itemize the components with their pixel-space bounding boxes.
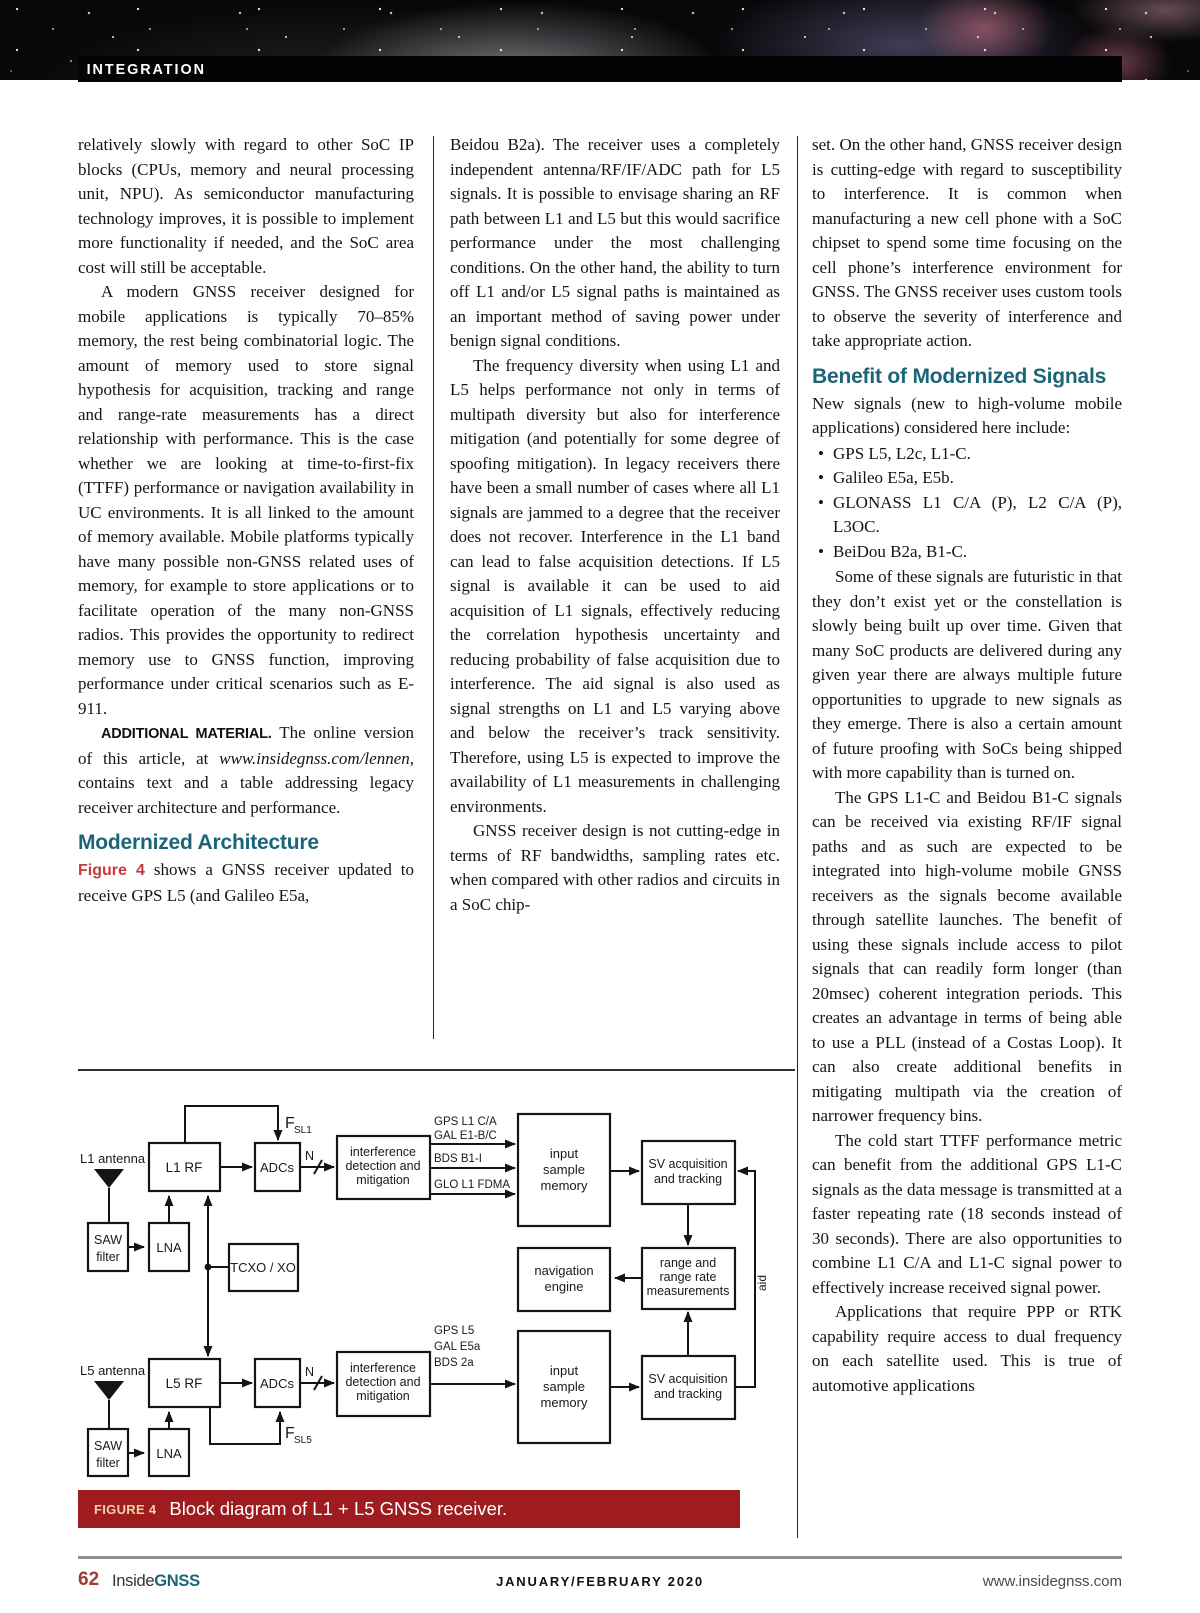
paragraph: Some of these signals are futuristic in that they don’t exist yet or the constellation is slowly being built up over time. Given that many SoC products are delivered during any given year there are always multiple future opportunities to upgrade to new signals as they emerge. There is also a certain amount of future proofing with SoCs being shipped with more capability than is turned on. <box>812 567 1122 782</box>
svg-text:engine: engine <box>544 1279 584 1294</box>
paragraph: set. On the other hand, GNSS receiver design is cutting-edge with regard to susceptibility to interference. It is common when manufacturing a new cell phone with a SoC chipset to spend some time focusing on the cell phone’s interference environment for GNSS. The GNSS receiver uses custom tools to observe the severity of interference and take appropriate action. <box>812 135 1122 350</box>
paragraph: relatively slowly with regard to other SoC IP blocks (CPUs, memory and neural processing unit, NPU). As semiconductor manufacturing technology improves, it is possible to implement more functionality if needed, and the SoC area cost will still be acceptable. <box>78 135 414 277</box>
svg-text:GAL E5a: GAL E5a <box>434 1341 481 1353</box>
additional-material-label: ADDITIONAL MATERIAL. <box>100 726 272 742</box>
logo-inside-text: Inside <box>112 1572 155 1590</box>
svg-text:L5 RF: L5 RF <box>165 1376 203 1391</box>
svg-text:GPS L1 C/A: GPS L1 C/A <box>434 1116 497 1128</box>
interference-block-l1 <box>337 1136 430 1199</box>
paragraph: The cold start TTFF performance metric can benefit from the additional GPS L1-C signals as the data message is transmitted at a faster repeating rate (18 seconds instead of 30 seconds). There are also opportunities to combine L1 C/A and L1-C signal power to effectively increase received signal power. <box>812 1130 1122 1297</box>
paragraph-text: The online version of this article, at <box>78 723 414 768</box>
paragraph: The frequency diversity when using L1 and L5 helps performance not only in terms of multipath diversity but also for interference mitigation (and potentially for some degree of spoofing mitigation). In legacy receivers there have been a small number of cases where all L1 signals are jammed to a degree that the receiver does not recover. Interference in the L1 band can lead to false acquisition detections. If L5 signal is available it can be used to aid acquisition of L1 signals, effectively reducing the correlation hypothesis uncertainty and reducing probability of false acquisition due to interference. The aid signal is also used as signal strengths on L1 and L5 varying above and below the receiver’s track sensitivity. Therefore, using L5 is expected to improve the availability of L1 measurements in challenging environments. <box>450 355 780 816</box>
svg-text:L1 RF: L1 RF <box>165 1160 203 1175</box>
svg-text:LNA: LNA <box>156 1446 182 1461</box>
paragraph: A modern GNSS receiver designed for mobile applications is typically 70–85% memory, the rest being combinatorial logic. The amount of memory used to store signal hypothesis for acquisition, tracking and range and range-rate measurements has a direct relationship with performance. This is the case whether we are looking at time-to-first-fix (TTFF) performance or navigation availability in UC environments. It is all linked to the amount of memory available. Mobile platforms typically have many possible non-GNSS related uses of memory, for example to store applications or to facilitate operation of the many non-GNSS radios. This provides the opportunity to redirect memory use to GNSS function, improving performance under critical scenarios such as E-911. <box>78 282 414 718</box>
figure-4-block-diagram <box>78 1076 795 1484</box>
list-item <box>812 540 1122 565</box>
svg-text:memory: memory <box>540 1395 588 1410</box>
list-item-text: GLONASS L1 C/A (P), L2 C/A (P), L3OC. <box>833 492 1122 536</box>
bullet-icon: • <box>818 492 824 512</box>
l5-signal-labels <box>434 1325 481 1369</box>
adcs-block-l5 <box>255 1359 300 1407</box>
figure-top-rule <box>78 1069 795 1071</box>
input-sample-memory-block-l1 <box>518 1114 610 1226</box>
figure-4-reference: Figure 4 <box>78 862 145 879</box>
navigation-engine-block <box>518 1248 610 1311</box>
bullet-icon: • <box>818 443 824 463</box>
svg-text:mitigation: mitigation <box>356 1173 410 1187</box>
svg-text:GPS L5: GPS L5 <box>434 1325 475 1337</box>
paragraph <box>78 721 414 820</box>
column-divider <box>433 136 434 1039</box>
article-column-1 <box>78 133 414 1041</box>
starfield-header-image <box>0 0 1200 80</box>
heading-benefit-of-modernized-signals: Benefit of Modernized Signals <box>812 364 1107 388</box>
l1-antenna-label: L1 antenna <box>80 1151 146 1166</box>
paragraph <box>78 858 414 908</box>
svg-text:ADCs: ADCs <box>260 1160 294 1175</box>
svg-text:TCXO / XO: TCXO / XO <box>230 1260 296 1275</box>
fsl1-subscript: SL1 <box>294 1125 312 1136</box>
lna-block-l1 <box>149 1223 189 1271</box>
l1-rf-block <box>149 1143 220 1191</box>
svg-text:SV acquisition: SV acquisition <box>648 1372 728 1386</box>
svg-text:interference: interference <box>349 1361 417 1375</box>
paragraph-text: , contains text and a table addressing legacy receiver architecture and performance. <box>78 748 414 817</box>
svg-text:detection and: detection and <box>345 1375 421 1389</box>
l5-antenna-icon <box>94 1381 124 1400</box>
sv-acquisition-block-l1 <box>642 1141 735 1204</box>
saw-filter-block-l5 <box>88 1429 128 1476</box>
svg-text:BDS 2a: BDS 2a <box>434 1357 474 1369</box>
sv-acquisition-block-l5 <box>642 1356 735 1419</box>
l1-antenna-icon <box>94 1169 124 1188</box>
svg-text:range rate: range rate <box>659 1270 717 1284</box>
figure-caption-bar <box>78 1490 740 1528</box>
list-item-text: BeiDou B2a, B1-C. <box>833 541 968 561</box>
list-item <box>812 442 1122 467</box>
bullet-icon: • <box>818 541 824 561</box>
lna-block-l5 <box>149 1429 189 1476</box>
svg-text:LNA: LNA <box>156 1240 182 1255</box>
list-item <box>812 466 1122 491</box>
svg-text:BDS B1-I: BDS B1-I <box>434 1153 482 1165</box>
svg-text:SAW: SAW <box>93 1233 123 1247</box>
article-column-2 <box>450 133 780 1041</box>
list-item-text: Galileo E5a, E5b. <box>833 468 954 487</box>
article-column-3 <box>812 133 1122 1545</box>
paragraph: The GPS L1-C and Beidou B1-C signals can be received via existing RF/IF signal paths and as such are expected to be integrated into high-volume mobile GNSS receivers as the signals become available through satellite launches. The benefit of using these signals include access to pilot signals that can readily form longer (than 20msec) coherent integration periods. This creates an advantage in terms of being able to use a PLL (instead of a Costas Loop). It can also create additional benefits in mitigating multipath via the creation of narrower frequency bins. <box>812 787 1122 1125</box>
signal-bullet-list <box>812 442 1122 565</box>
adcs-block-l1 <box>255 1143 300 1191</box>
aid-label: aid <box>755 1274 769 1292</box>
page-number: 62 <box>78 1569 100 1590</box>
fsl5-subscript: SL5 <box>294 1435 312 1446</box>
saw-filter-block-l1 <box>88 1223 128 1271</box>
section-kicker-bar <box>78 56 1122 82</box>
paragraph: Applications that require PPP or RTK capability require access to dual frequency on each satellite used. This is true of automotive applications <box>812 1302 1122 1395</box>
input-sample-memory-block-l5 <box>518 1331 610 1443</box>
l5-antenna-label: L5 antenna <box>80 1363 146 1378</box>
article-url-text: www.insidegnss.com/lennen <box>219 748 410 768</box>
svg-text:range and: range and <box>659 1256 717 1270</box>
issue-date: JANUARY/FEBRUARY 2020 <box>496 1574 704 1589</box>
svg-text:sample: sample <box>543 1162 585 1177</box>
fsl1-label: F <box>285 1115 295 1132</box>
l5-rf-block <box>149 1359 220 1407</box>
svg-text:filter: filter <box>96 1456 120 1470</box>
svg-text:input: input <box>549 1363 579 1378</box>
svg-text:GAL E1-B/C: GAL E1-B/C <box>434 1130 497 1142</box>
footer-rule <box>78 1556 1122 1559</box>
range-measurements-block <box>642 1248 735 1309</box>
svg-text:detection and: detection and <box>345 1159 421 1173</box>
bullet-icon: • <box>818 468 824 487</box>
svg-text:SV acquisition: SV acquisition <box>648 1157 728 1171</box>
list-item <box>812 491 1122 540</box>
paragraph: Beidou B2a). The receiver uses a completely independent antenna/RF/IF/ADC path for L5 signals. It is possible to envisage sharing an RF path between L1 and L5 but this would sacrifice performance under the most challenging conditions. On the other hand, the ability to turn off L1 and/or L5 signal paths is maintained as an important method of saving power under benign signal conditions. <box>450 135 780 350</box>
section-label: INTEGRATION <box>86 60 206 78</box>
clock-junction-dot <box>205 1264 212 1271</box>
svg-text:and tracking: and tracking <box>653 1172 723 1186</box>
svg-text:input: input <box>549 1146 579 1161</box>
fsl5-label: F <box>285 1425 295 1442</box>
svg-text:GLO L1 FDMA: GLO L1 FDMA <box>434 1179 511 1191</box>
paragraph: New signals (new to high-volume mobile applications) considered here include: <box>812 393 1122 437</box>
svg-text:memory: memory <box>540 1178 588 1193</box>
figure-caption-text: Block diagram of L1 + L5 GNSS receiver. <box>169 1498 508 1519</box>
website-url: www.insidegnss.com <box>982 1573 1122 1590</box>
svg-text:interference: interference <box>349 1145 417 1159</box>
logo-gnss-text: GNSS <box>154 1572 200 1590</box>
interference-block-l5 <box>337 1352 430 1416</box>
heading-modernized-architecture: Modernized Architecture <box>78 831 319 854</box>
l1-signal-labels <box>434 1116 510 1191</box>
svg-text:ADCs: ADCs <box>260 1376 294 1391</box>
svg-text:sample: sample <box>543 1379 585 1394</box>
paragraph: GNSS receiver design is not cutting-edge in terms of RF bandwidths, sampling rates etc. when compared with other radios and circuits in a SoC chip- <box>450 821 780 914</box>
svg-text:mitigation: mitigation <box>356 1389 410 1403</box>
figure-caption-label: FIGURE 4 <box>94 1501 157 1517</box>
bus-width-label-l5: N <box>305 1365 315 1379</box>
tcxo-block <box>229 1244 298 1291</box>
svg-text:navigation: navigation <box>534 1263 594 1278</box>
svg-text:measurements: measurements <box>646 1284 730 1298</box>
list-item-text: GPS L5, L2c, L1-C. <box>833 443 971 463</box>
svg-text:SAW: SAW <box>93 1439 123 1453</box>
svg-text:and tracking: and tracking <box>653 1387 723 1401</box>
bus-width-label-l1: N <box>305 1149 315 1163</box>
paragraph-text: shows a GNSS receiver updated to receive GPS L5 (and Galileo E5a, <box>78 860 414 905</box>
svg-text:filter: filter <box>96 1250 120 1264</box>
column-divider <box>797 136 798 1538</box>
